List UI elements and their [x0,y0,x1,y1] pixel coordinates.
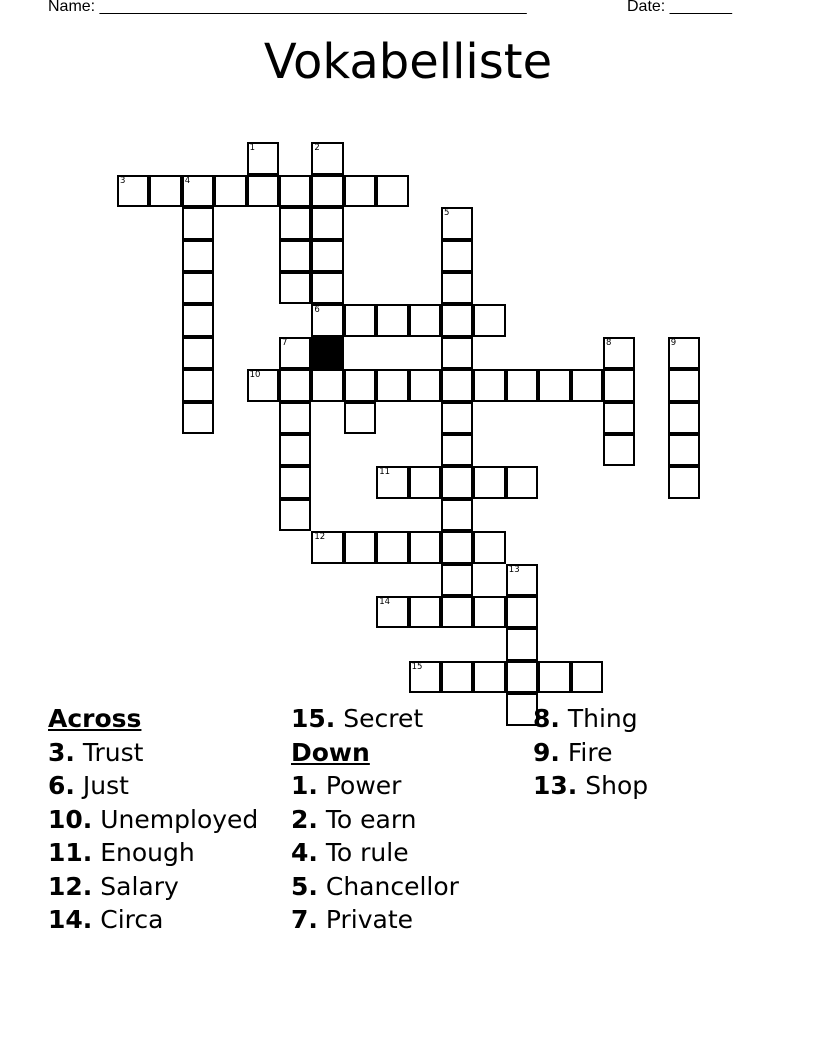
crossword-cell[interactable] [182,337,214,369]
crossword-cell[interactable] [376,531,408,563]
crossword-cell[interactable] [441,272,473,304]
crossword-cell[interactable] [279,499,311,531]
crossword-cell[interactable] [376,596,408,628]
clue-down-7: 7. Private [291,905,414,934]
crossword-cell[interactable] [409,531,441,563]
crossword-cell[interactable] [279,369,311,401]
crossword-cell[interactable] [409,369,441,401]
crossword-cell[interactable] [279,434,311,466]
crossword-cell[interactable] [279,272,311,304]
crossword-cell[interactable] [117,175,149,207]
crossword-cell[interactable] [149,175,181,207]
clue-number: 2 [314,143,320,154]
clue-number: 3 [120,175,126,186]
crossword-cell[interactable] [441,337,473,369]
crossword-cell[interactable] [376,175,408,207]
crossword-cell[interactable] [247,369,279,401]
crossword-cell[interactable] [344,304,376,336]
crossword-cell[interactable] [506,369,538,401]
crossword-cell[interactable] [376,466,408,498]
clue-number: 10 [249,370,261,381]
crossword-cell[interactable] [441,499,473,531]
crossword-cell[interactable] [344,531,376,563]
crossword-cell[interactable] [311,175,343,207]
crossword-cell[interactable] [441,369,473,401]
crossword-cell[interactable] [409,596,441,628]
crossword-cell[interactable] [506,466,538,498]
crossword-cell[interactable] [409,304,441,336]
crossword-cell[interactable] [376,369,408,401]
crossword-cell[interactable] [279,402,311,434]
clue-across-6: 6. Just [48,771,129,800]
clue-number: 5 [444,208,450,219]
crossword-cell[interactable] [473,531,505,563]
clue-across-14: 14. Circa [48,905,164,934]
clue-across-15: 15. Secret [291,704,424,733]
crossword-cell[interactable] [279,466,311,498]
crossword-cell[interactable] [311,531,343,563]
crossword-cell[interactable] [182,240,214,272]
crossword-black-cell [311,337,343,369]
clue-number: 14 [379,597,391,607]
crossword-cell[interactable] [506,596,538,628]
crossword-cell[interactable] [506,661,538,693]
crossword-cell[interactable] [441,240,473,272]
clue-number: 8 [606,337,612,348]
crossword-cell[interactable] [603,434,635,466]
crossword-cell[interactable] [668,337,700,369]
clue-down-1: 1. Power [291,771,402,800]
crossword-cell[interactable] [344,402,376,434]
crossword-cell[interactable] [473,661,505,693]
crossword-cell[interactable] [279,240,311,272]
date-field-label: Date: _______ [627,0,732,15]
crossword-cell[interactable] [311,272,343,304]
clue-column-2 [291,702,459,937]
crossword-cell[interactable] [473,369,505,401]
crossword-cell[interactable] [603,337,635,369]
page-title: Vokabelliste [263,34,553,90]
clue-down-8: 8. Thing [533,704,638,733]
crossword-cell[interactable] [409,466,441,498]
crossword-cell[interactable] [311,240,343,272]
across-heading: Across [48,704,142,733]
crossword-cell[interactable] [182,402,214,434]
crossword-cell[interactable] [311,142,343,174]
crossword-cell[interactable] [506,628,538,660]
crossword-cell[interactable] [441,564,473,596]
clue-down-2: 2. To earn [291,804,417,834]
clue-down-13: 13. Shop [533,771,649,800]
clue-across-11: 11. Enough [48,838,195,867]
crossword-cell[interactable] [247,142,279,174]
crossword-cell[interactable] [409,661,441,693]
crossword-cell[interactable] [182,207,214,239]
clue-number: 4 [184,175,191,186]
crossword-cell[interactable] [311,369,343,401]
clue-number: 1 [249,143,256,154]
crossword-cell[interactable] [441,661,473,693]
crossword-cell[interactable] [668,369,700,401]
crossword-cell[interactable] [182,272,214,304]
clue-number: 7 [282,337,288,348]
clue-down-4: 4. To rule [291,838,409,867]
clue-number: 13 [508,564,520,575]
clue-across-10: 10. Unemployed [48,804,259,834]
crossword-cell[interactable] [182,304,214,336]
crossword-cell[interactable] [538,661,570,693]
crossword-cell[interactable] [441,466,473,498]
clue-across-3: 3. Trust [48,737,144,767]
crossword-cell[interactable] [311,207,343,239]
clue-number: 15 [411,661,423,672]
crossword-cell[interactable] [441,531,473,563]
crossword-cell[interactable] [279,175,311,207]
crossword-cell[interactable] [441,596,473,628]
clue-across-12: 12. Salary [48,871,179,901]
crossword-cell[interactable] [376,304,408,336]
crossword-cell[interactable] [344,369,376,401]
clue-number: 6 [314,305,320,316]
name-field-label: Name: ________________________________________________ [48,0,527,15]
crossword-cell[interactable] [473,596,505,628]
crossword-cell[interactable] [182,175,214,207]
crossword-cell[interactable] [441,304,473,336]
clue-number: 12 [314,532,326,543]
crossword-cell[interactable] [571,369,603,401]
clue-down-5: 5. Chancellor [291,871,459,901]
crossword-cell[interactable] [279,337,311,369]
crossword-cell[interactable] [279,207,311,239]
crossword-cell[interactable] [603,402,635,434]
crossword-cell[interactable] [506,564,538,596]
crossword-cell[interactable] [538,369,570,401]
clue-column-1 [48,702,258,937]
crossword-cell[interactable] [668,466,700,498]
crossword-cell[interactable] [344,175,376,207]
crossword-cell[interactable] [247,175,279,207]
clue-down-9: 9. Fire [533,737,613,767]
crossword-cell[interactable] [571,661,603,693]
crossword-cell[interactable] [603,369,635,401]
crossword-cell[interactable] [311,304,343,336]
crossword-cell[interactable] [214,175,246,207]
crossword-cell[interactable] [441,434,473,466]
down-heading: Down [291,737,370,767]
clue-number: 9 [670,337,677,348]
clue-number: 11 [379,467,391,478]
crossword-cell[interactable] [473,304,505,336]
crossword-cell[interactable] [441,402,473,434]
clue-column-3 [533,702,648,803]
crossword-cell[interactable] [668,434,700,466]
crossword-cell[interactable] [182,369,214,401]
crossword-cell[interactable] [473,466,505,498]
crossword-cell[interactable] [441,207,473,239]
crossword-cell[interactable] [668,402,700,434]
